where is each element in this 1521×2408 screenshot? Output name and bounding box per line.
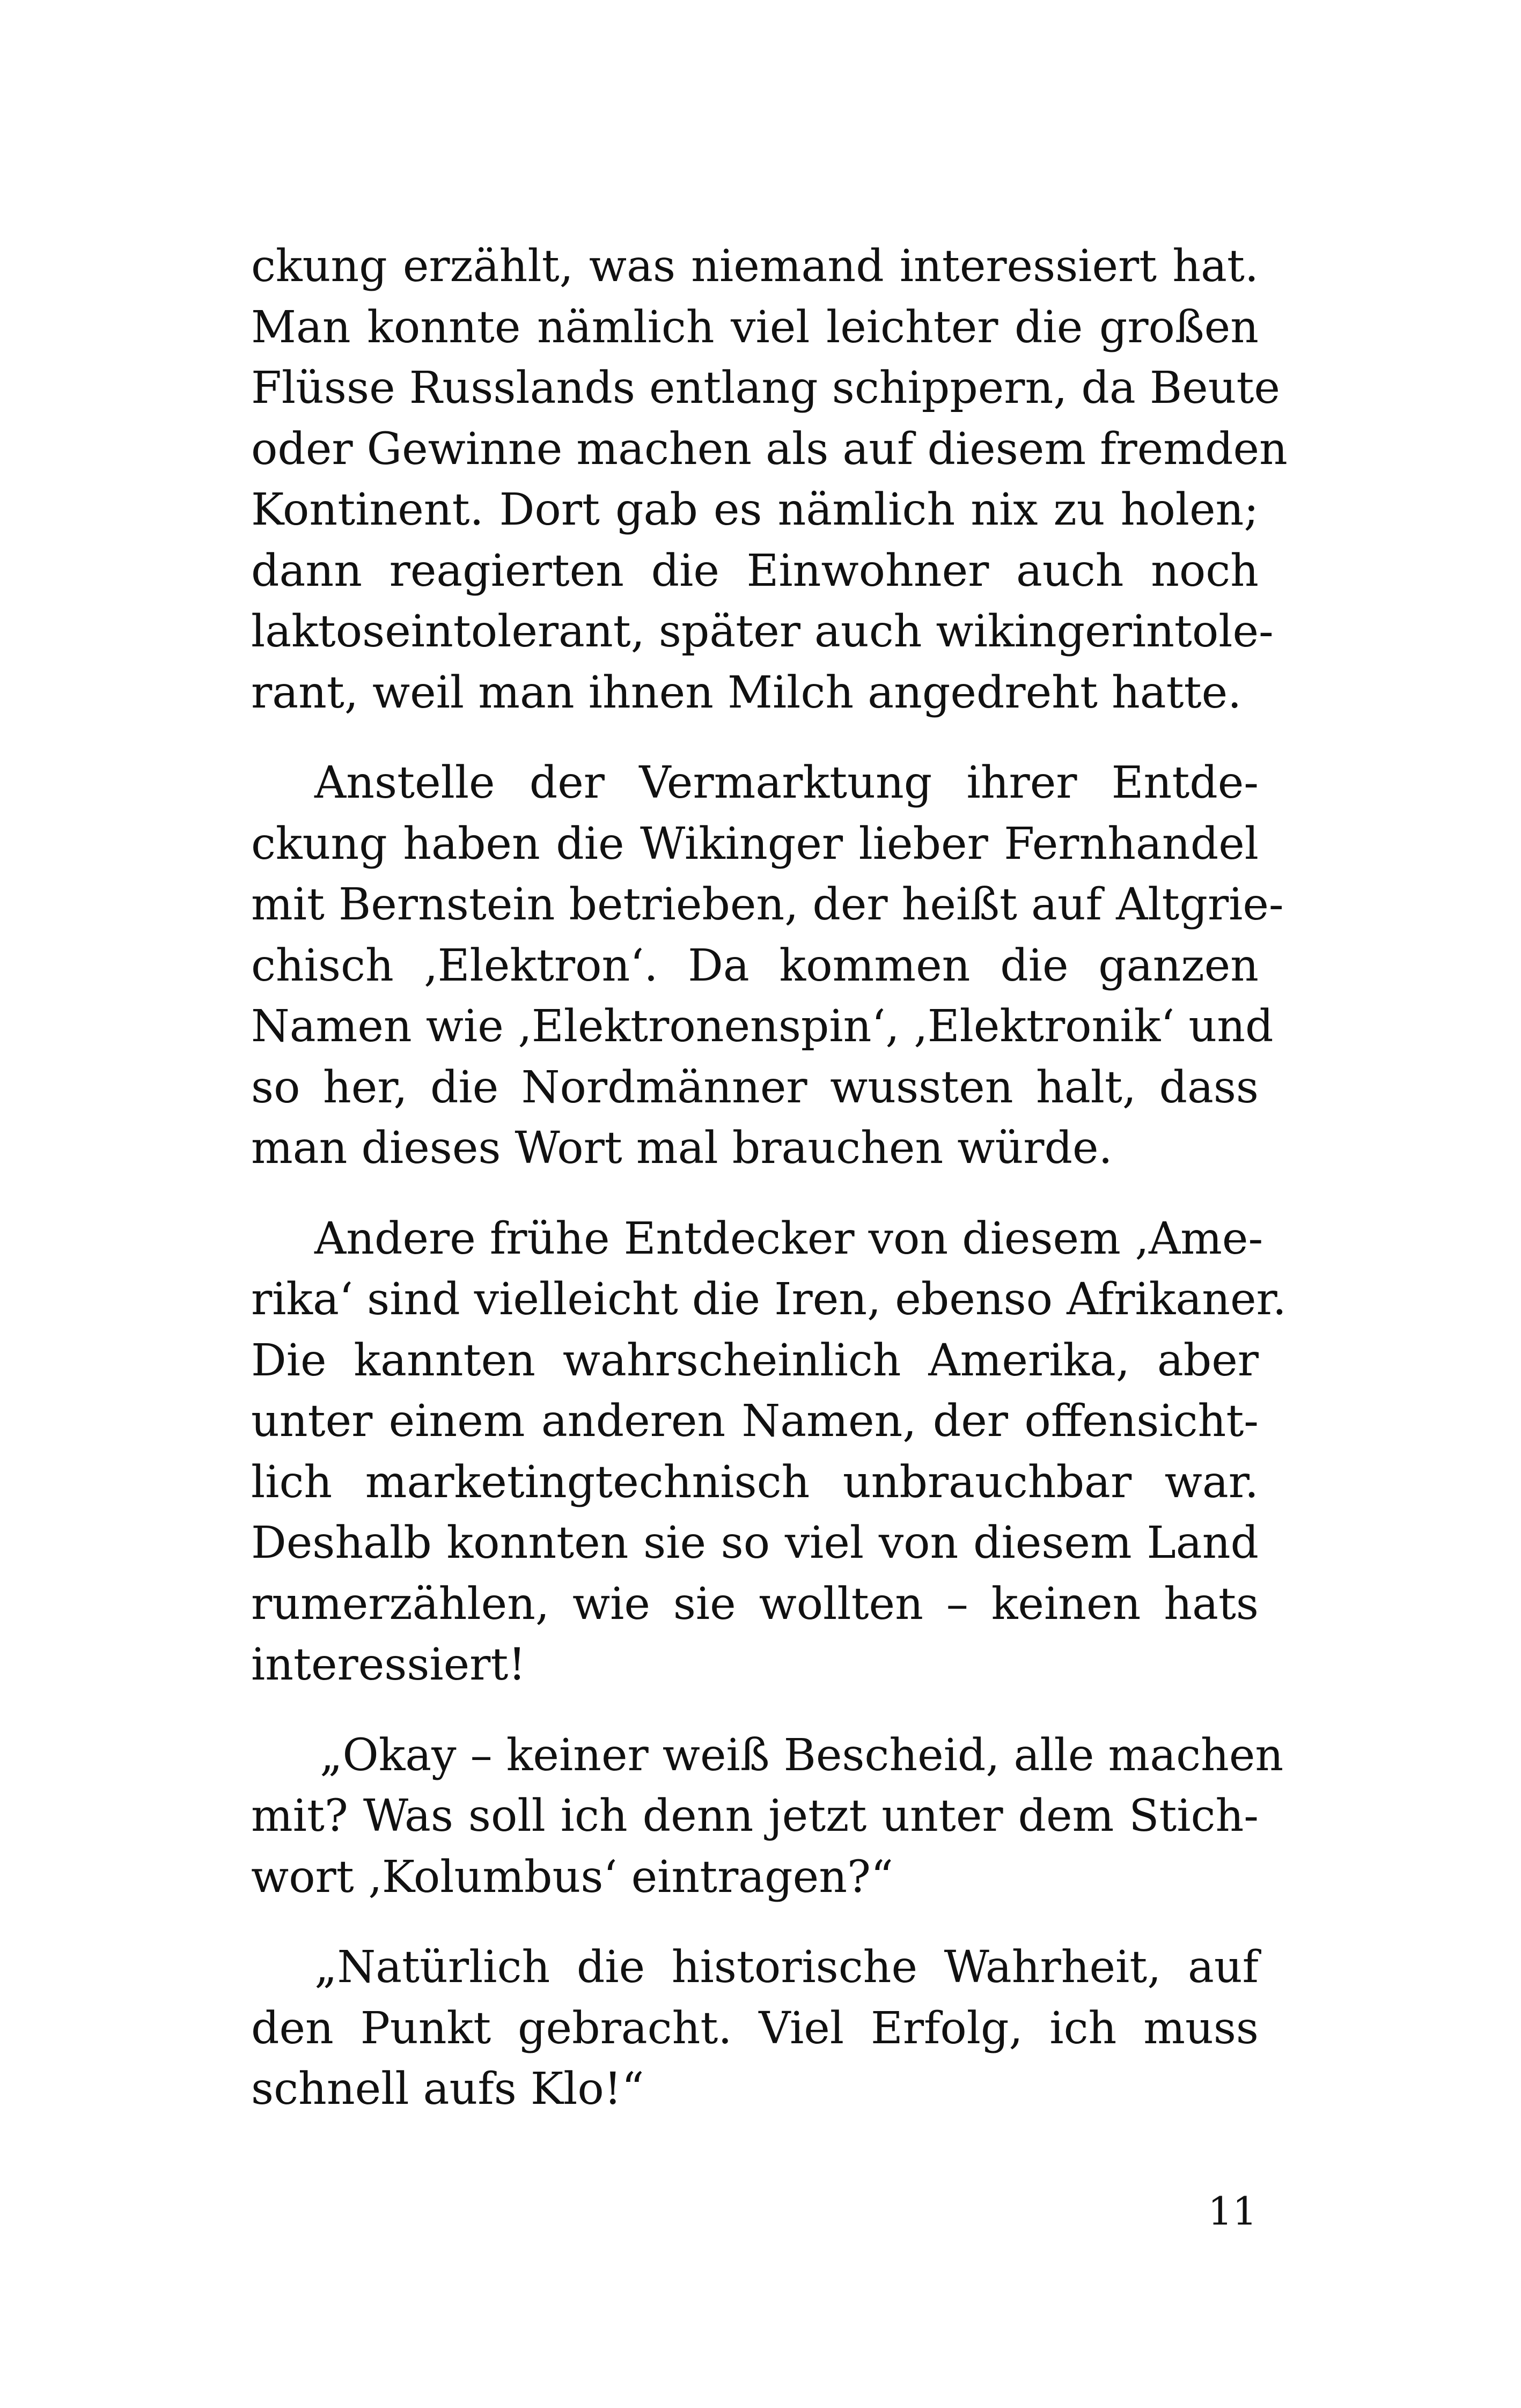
text-line: Deshalb konnten sie so viel von diesem Land	[251, 1518, 1259, 1568]
text-line: ckung erzählt, was niemand interessiert hat.	[251, 241, 1259, 292]
text-line: Man konnte nämlich viel leichter die großen	[251, 301, 1259, 353]
text-line: rika‘ sind vielleicht die Iren, ebenso Afrikaner.	[251, 1274, 1287, 1325]
text-line: Namen wie ‚Elektronenspin‘, ‚Elektronik‘ und	[251, 1001, 1274, 1052]
page-number: 11	[1208, 2189, 1257, 2234]
paragraph-3	[251, 1209, 1287, 1696]
text-line: mit? Was soll ich denn jetzt unter dem Stich-	[251, 1791, 1259, 1842]
text-line: Die kannten wahrscheinlich Amerika, aber	[251, 1335, 1259, 1386]
body-text	[251, 236, 1288, 2149]
text-line: man dieses Wort mal brauchen würde.	[251, 1123, 1113, 1174]
text-line: dann reagierten die Einwohner auch noch	[251, 545, 1259, 597]
paragraph-2	[251, 753, 1284, 1179]
paragraph-5	[251, 1937, 1259, 2120]
text-line: oder Gewinne machen als auf diesem fremden	[251, 423, 1288, 475]
text-line: ckung haben die Wikinger lieber Fernhandel	[251, 818, 1259, 870]
text-line: den Punkt gebracht. Viel Erfolg, ich muss	[251, 2002, 1259, 2054]
text-line: Anstelle der Vermarktung ihrer Entde-	[314, 757, 1259, 808]
text-line: chisch ‚Elektron‘. Da kommen die ganzen	[251, 940, 1259, 991]
text-line: „Natürlich die historische Wahrheit, auf	[314, 1942, 1259, 1993]
text-line: laktoseintolerant, später auch wikingerintole-	[251, 606, 1274, 657]
text-line: „Okay – keiner weiß Bescheid, alle machen	[320, 1729, 1284, 1781]
paragraph-1	[251, 236, 1288, 723]
text-line: rant, weil man ihnen Milch angedreht hatte.	[251, 667, 1242, 718]
text-line: unter einem anderen Namen, der offensicht-	[251, 1396, 1259, 1447]
paragraph-4	[251, 1725, 1284, 1908]
text-line: schnell aufs Klo!“	[251, 2064, 644, 2115]
text-line: rumerzählen, wie sie wollten – keinen hats	[251, 1578, 1259, 1630]
text-line: lich marketingtechnisch unbrauchbar war.	[251, 1456, 1259, 1508]
text-line: Kontinent. Dort gab es nämlich nix zu holen;	[251, 484, 1259, 535]
text-line: Andere frühe Entdecker von diesem ‚Ame-	[314, 1213, 1263, 1264]
text-line: interessiert!	[251, 1639, 526, 1690]
text-line: so her, die Nordmänner wussten halt, dass	[251, 1062, 1259, 1113]
text-line: Flüsse Russlands entlang schippern, da Beute	[251, 363, 1280, 414]
text-line: mit Bernstein betrieben, der heißt auf Altgrie-	[251, 879, 1284, 930]
text-line: wort ‚Kolumbus‘ eintragen?“	[251, 1851, 893, 1903]
